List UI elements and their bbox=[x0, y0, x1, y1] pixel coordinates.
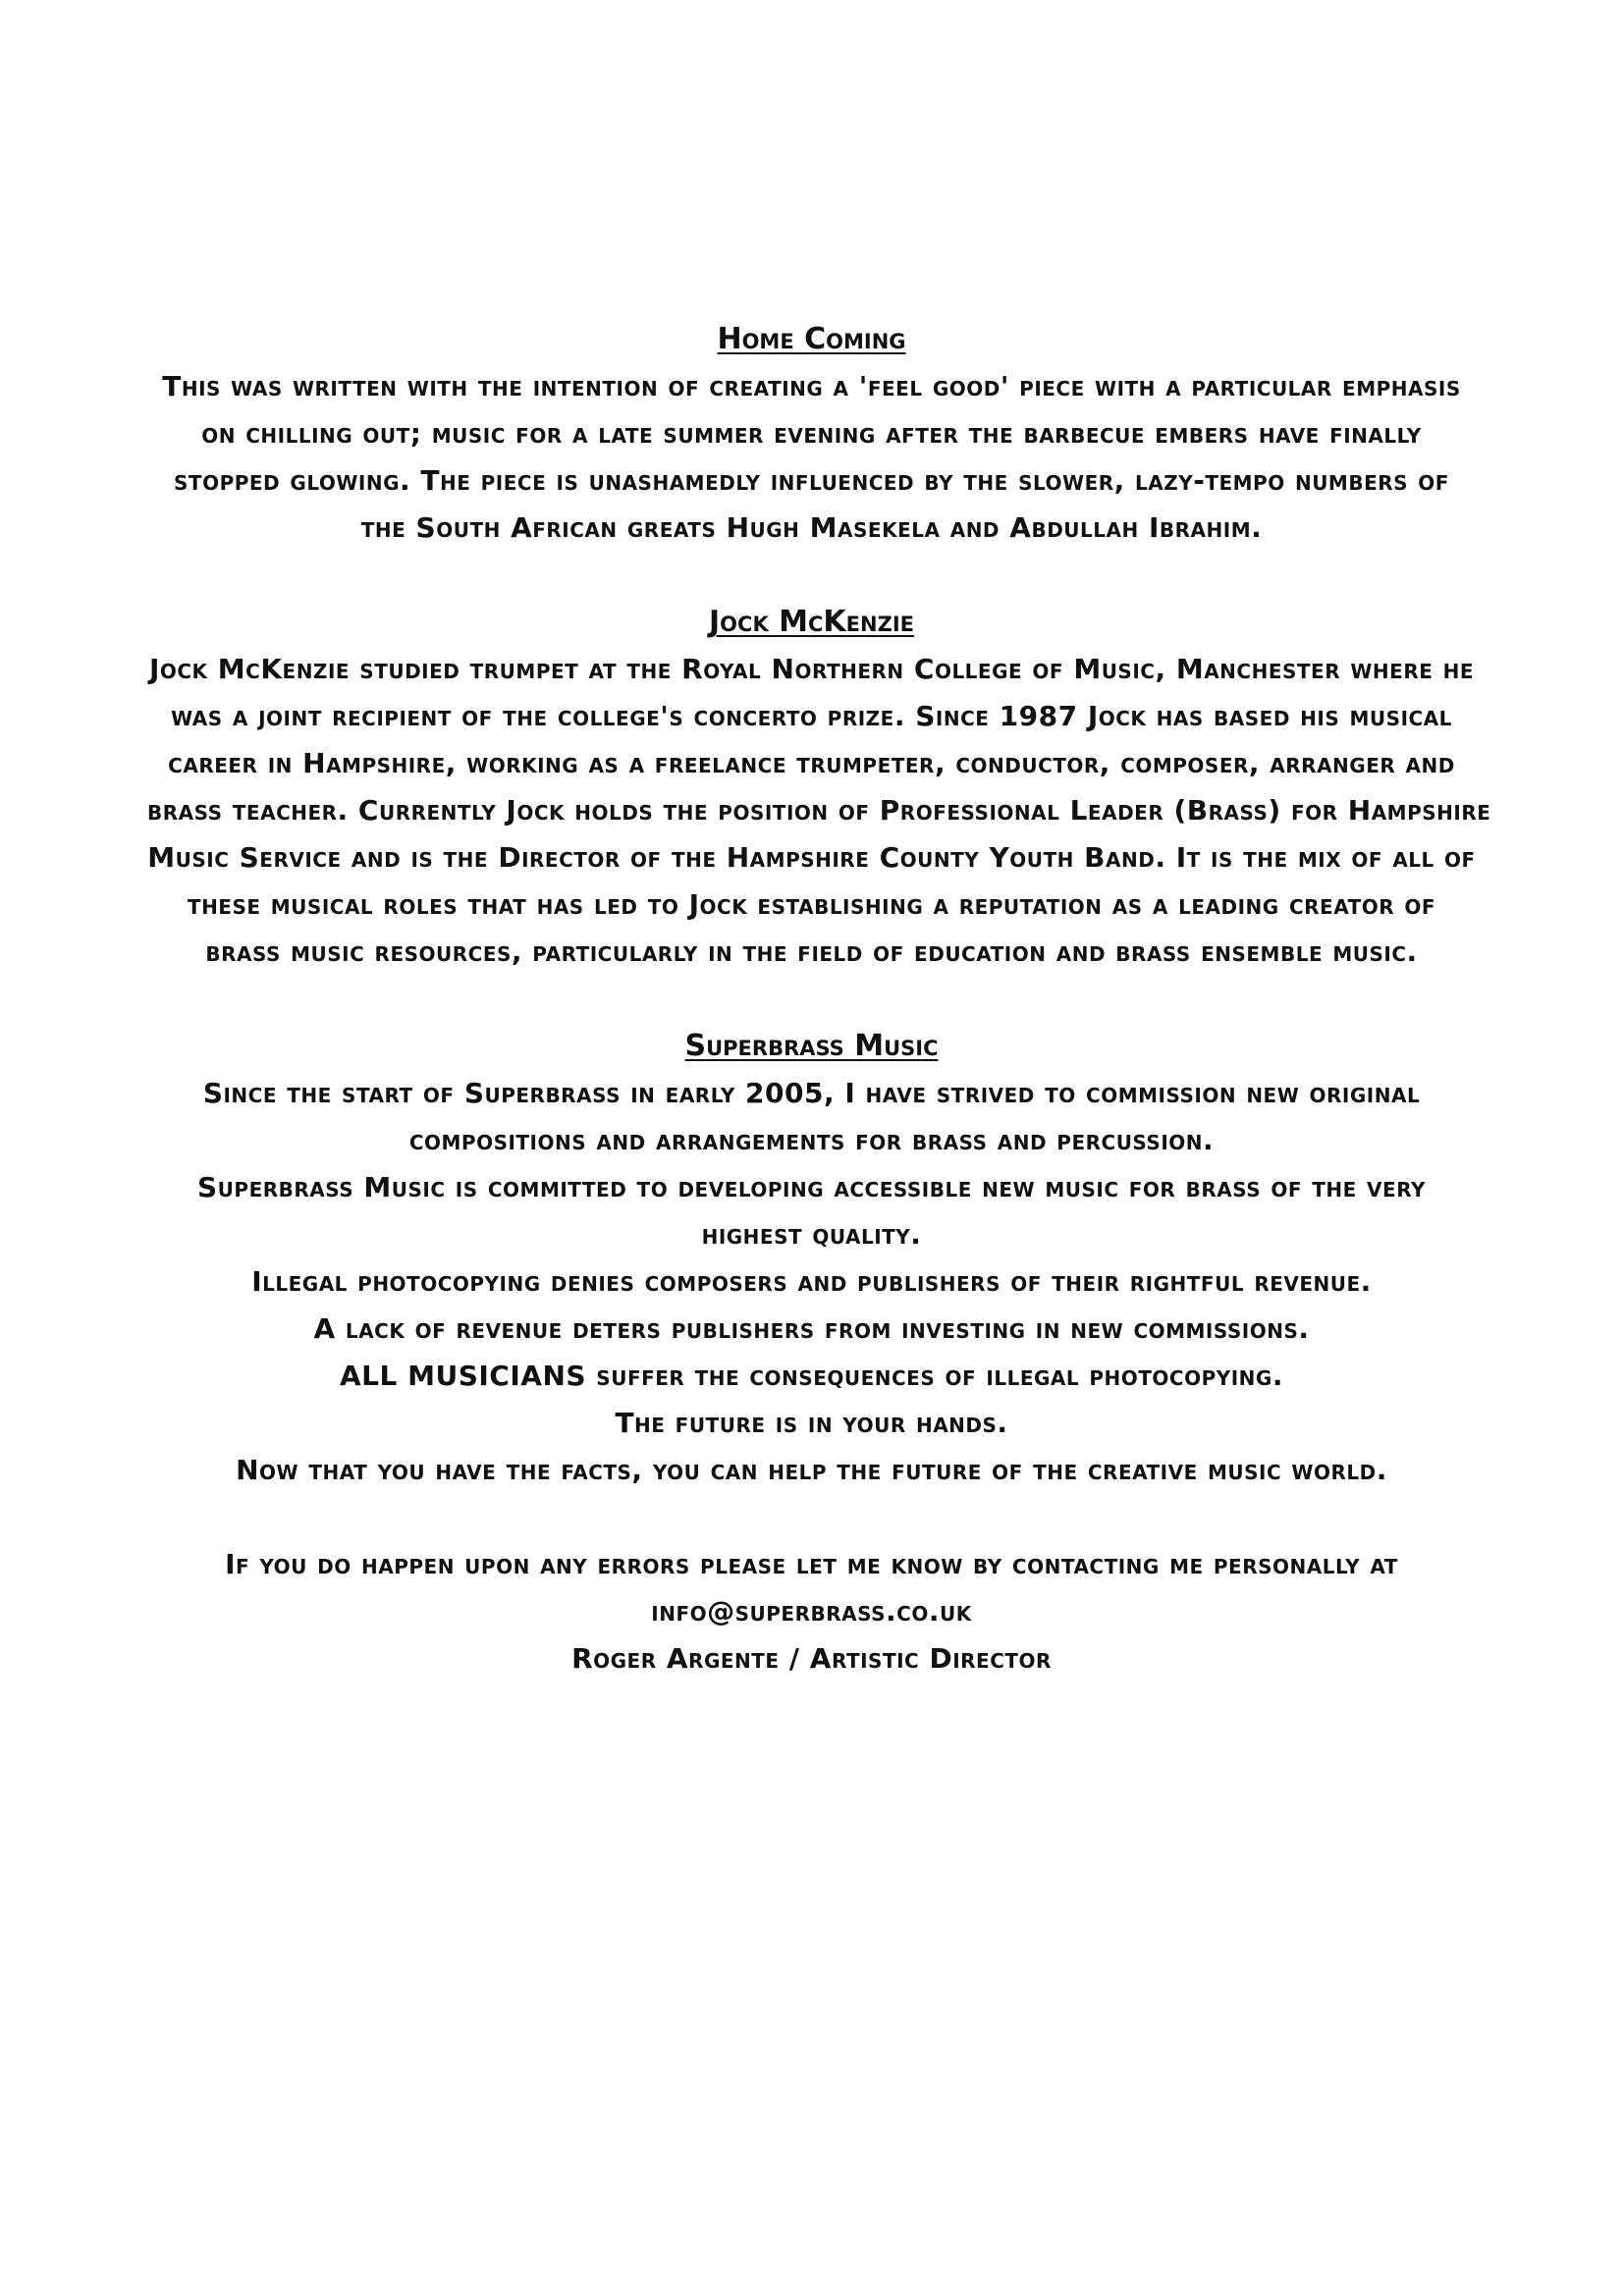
bio-line: brass music resources, particularly in the field of education and brass ensemble music. bbox=[205, 935, 1418, 968]
contact-line: If you do happen upon any errors please let me know by contacting me personally at bbox=[225, 1548, 1398, 1580]
home-coming-heading: Home Coming bbox=[717, 322, 906, 356]
musicians-line bbox=[147, 1353, 1476, 1400]
home-coming-line: the South African greats Hugh Masekela and Abdullah Ibrahim. bbox=[360, 511, 1263, 544]
superbrass-line: highest quality. bbox=[701, 1218, 922, 1251]
superbrass-line: A lack of revenue deters publishers from investing in new commissions. bbox=[313, 1312, 1310, 1345]
jock-mckenzie-heading: Jock McKenzie bbox=[709, 605, 914, 639]
bio-line: these musical roles that has led to Jock establishing a reputation as a leading creator of bbox=[187, 888, 1436, 921]
future-line: Now that you have the facts, you can help the future of the creative music world. bbox=[236, 1454, 1387, 1486]
home-coming-line: stopped glowing. The piece is unashamedly influenced by the slower, lazy-tempo numbers of bbox=[174, 464, 1449, 497]
superbrass-heading: Superbrass Music bbox=[684, 1029, 939, 1063]
bio-line: Music Service and is the Director of the Hampshire County Youth Band. It is the mix of all of bbox=[147, 841, 1476, 874]
bio-line: career in Hampshire, working as a freelance trumpeter, conductor, composer, arranger and bbox=[168, 747, 1455, 779]
superbrass-line: Since the start of Superbrass in early 2005, I have strived to commission new original bbox=[202, 1077, 1421, 1109]
bio-line: brass teacher. Currently Jock holds the position of Professional Leader (Brass) for Hampshire bbox=[147, 794, 1491, 827]
superbrass-line: compositions and arrangements for brass and percussion. bbox=[408, 1124, 1215, 1156]
superbrass-line: Superbrass Music is committed to developing accessible new music for brass of the very bbox=[197, 1171, 1426, 1203]
home-coming-line: This was written with the intention of creating a 'feel good' piece with a particular emphasis bbox=[162, 370, 1461, 402]
home-coming-line: on chilling out; music for a late summer evening after the barbecue embers have finally bbox=[201, 417, 1422, 450]
superbrass-line: Illegal photocopying denies composers and publishers of their rightful revenue. bbox=[251, 1265, 1372, 1298]
superbrass-section bbox=[147, 1023, 1476, 1494]
jock-mckenzie-section bbox=[147, 599, 1491, 976]
bio-line: Jock McKenzie studied trumpet at the Royal Northern College of Music, Manchester where he bbox=[148, 653, 1475, 685]
all-musicians-text: ALL MUSICIANS bbox=[340, 1360, 587, 1392]
superbrass-paragraph bbox=[147, 1070, 1476, 1494]
section-spacer bbox=[147, 976, 1476, 1023]
contact-section bbox=[147, 1541, 1476, 1682]
home-coming-paragraph bbox=[147, 363, 1476, 552]
contact-paragraph bbox=[147, 1541, 1476, 1682]
signature-line: Roger Argente / Artistic Director bbox=[571, 1642, 1052, 1675]
contact-email: info@superbrass.co.uk bbox=[651, 1595, 972, 1628]
document-page bbox=[147, 316, 1491, 1682]
section-spacer bbox=[147, 1494, 1476, 1541]
future-line: The future is in your hands. bbox=[615, 1407, 1008, 1439]
jock-mckenzie-paragraph bbox=[147, 646, 1491, 976]
bio-line: was a joint recipient of the college's concerto prize. Since 1987 Jock has based his musical bbox=[171, 700, 1452, 732]
section-spacer bbox=[147, 552, 1476, 599]
home-coming-section bbox=[147, 316, 1476, 552]
musicians-rest-text: suffer the consequences of illegal photocopying. bbox=[586, 1360, 1283, 1392]
